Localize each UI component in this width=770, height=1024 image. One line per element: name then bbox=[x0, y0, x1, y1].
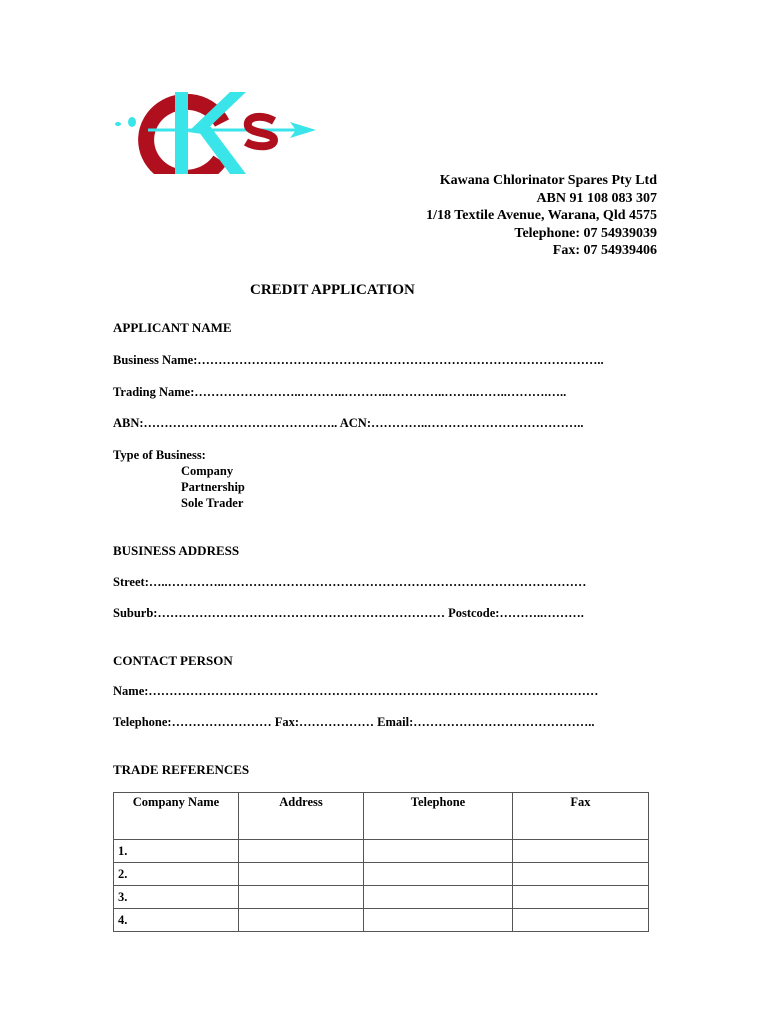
fax-cell[interactable] bbox=[513, 909, 649, 932]
telephone-cell[interactable] bbox=[364, 909, 513, 932]
telephone-cell[interactable] bbox=[364, 886, 513, 909]
business-name-field[interactable]: Business Name:…………………………………………………………………………………….. bbox=[113, 353, 604, 367]
row-number[interactable]: 2. bbox=[114, 863, 239, 886]
telephone-cell[interactable] bbox=[364, 863, 513, 886]
section-business-address: BUSINESS ADDRESS bbox=[113, 543, 240, 558]
table-row bbox=[114, 909, 649, 932]
company-address: 1/18 Textile Avenue, Warana, Qld 4575 bbox=[426, 208, 657, 224]
table-row bbox=[114, 840, 649, 863]
logo-letter-k-stem bbox=[175, 92, 188, 174]
table-row bbox=[114, 863, 649, 886]
table-header-row bbox=[114, 793, 649, 840]
address-cell[interactable] bbox=[239, 840, 364, 863]
row-number[interactable]: 4. bbox=[114, 909, 239, 932]
table-row bbox=[114, 886, 649, 909]
logo-drop-2 bbox=[128, 117, 136, 127]
section-contact-person: CONTACT PERSON bbox=[113, 653, 233, 668]
address-cell[interactable] bbox=[239, 909, 364, 932]
column-header-address: Address bbox=[239, 793, 364, 840]
fax-cell[interactable] bbox=[513, 863, 649, 886]
fax-cell[interactable] bbox=[513, 840, 649, 863]
type-option-partnership[interactable]: Partnership bbox=[181, 480, 245, 494]
section-applicant-name: APPLICANT NAME bbox=[113, 320, 232, 335]
company-details bbox=[426, 172, 657, 260]
suburb-postcode-field[interactable]: Suburb:…………………………………………………………… Postcode:………..………. bbox=[113, 606, 584, 620]
contact-tel-fax-email-field[interactable]: Telephone:…………………… Fax:……………… Email:…………………………………….. bbox=[113, 715, 595, 729]
logo-letter-s bbox=[246, 117, 274, 146]
page-title: CREDIT APPLICATION bbox=[250, 282, 415, 298]
company-logo bbox=[112, 88, 318, 174]
contact-name-field[interactable]: Name:……………………………………………………………………………………………… bbox=[113, 684, 599, 698]
row-number[interactable]: 1. bbox=[114, 840, 239, 863]
street-field[interactable]: Street:…..…………..…………………………………………………………………………… bbox=[113, 575, 587, 589]
logo-drop-1 bbox=[115, 122, 121, 126]
row-number[interactable]: 3. bbox=[114, 886, 239, 909]
type-option-sole-trader[interactable]: Sole Trader bbox=[181, 496, 244, 510]
column-header-company-name: Company Name bbox=[114, 793, 239, 840]
telephone-cell[interactable] bbox=[364, 840, 513, 863]
type-of-business-label: Type of Business: bbox=[113, 448, 206, 462]
abn-acn-field[interactable]: ABN:……………………………………….. ACN:…………..……………………………….. bbox=[113, 416, 584, 430]
address-cell[interactable] bbox=[239, 886, 364, 909]
company-fax: Fax: 07 54939406 bbox=[552, 243, 657, 259]
section-trade-references: TRADE REFERENCES bbox=[113, 762, 250, 777]
trading-name-field[interactable]: Trading Name:……………………..………..………..…………..……..……..……….….. bbox=[113, 385, 567, 399]
company-name: Kawana Chlorinator Spares Pty Ltd bbox=[439, 173, 657, 188]
company-telephone: Telephone: 07 54939039 bbox=[514, 225, 657, 241]
fax-cell[interactable] bbox=[513, 886, 649, 909]
company-abn: ABN 91 108 083 307 bbox=[536, 190, 657, 206]
column-header-telephone: Telephone bbox=[364, 793, 513, 840]
type-option-company[interactable]: Company bbox=[181, 464, 234, 478]
trade-references-table bbox=[113, 792, 649, 932]
address-cell[interactable] bbox=[239, 863, 364, 886]
column-header-fax: Fax bbox=[513, 793, 649, 840]
